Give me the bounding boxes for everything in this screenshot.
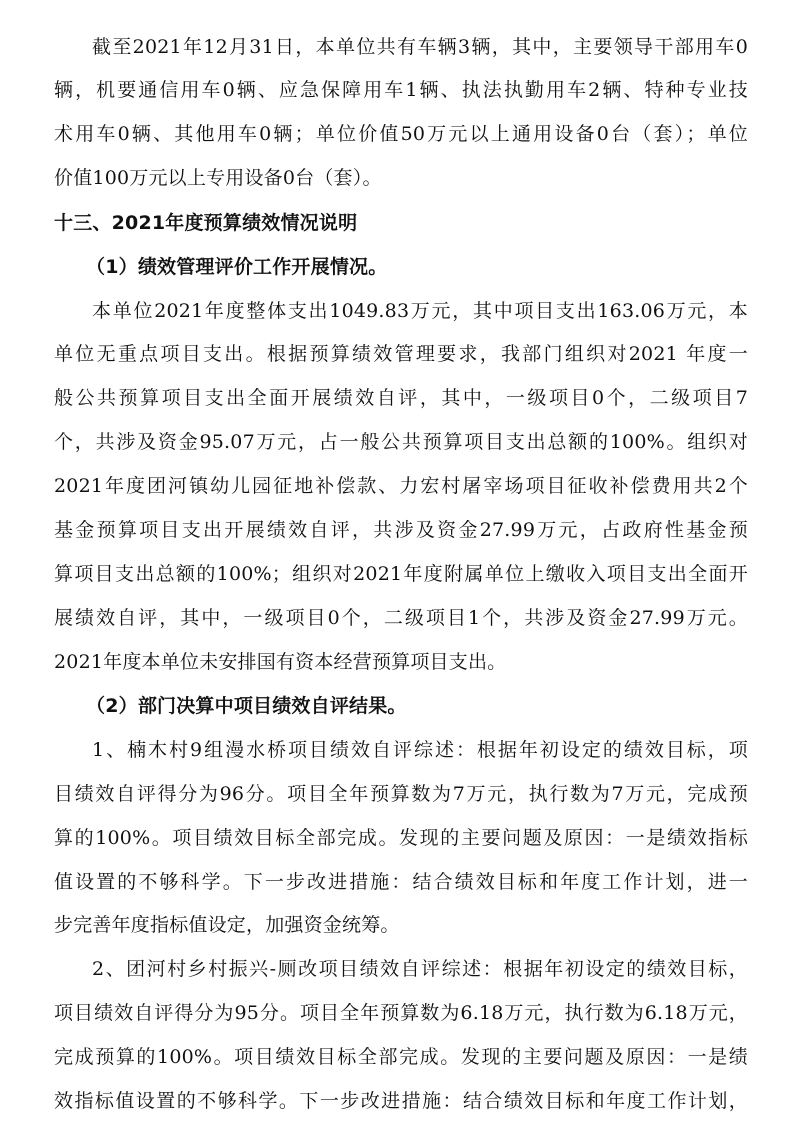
performance-paragraph-line: 本单位2021年度整体支出1049.83万元，其中项目支出163.06万元，本 xyxy=(92,300,748,322)
item-1-paragraph-line: 步完善年度指标值设定，加强资金统筹。 xyxy=(54,914,400,936)
item-2-paragraph-line: 2、团河村乡村振兴-厕改项目绩效自评综述：根据年初设定的绩效目标， xyxy=(92,958,748,980)
performance-paragraph-line: 2021年度团河镇幼儿园征地补偿款、力宏村屠宰场项目征收补偿费用共2个 xyxy=(54,475,748,497)
item-1-paragraph-line: 1、楠木村9组漫水桥项目绩效自评综述：根据年初设定的绩效目标，项 xyxy=(92,739,748,761)
vehicles-paragraph-line: 截至2021年12月31日，本单位共有车辆3辆，其中，主要领导干部用车0 xyxy=(92,36,748,58)
item-2-paragraph-line: 完成预算的100%。项目绩效目标全部完成。发现的主要问题及原因：一是绩 xyxy=(54,1046,748,1068)
item-2-paragraph-line: 项目绩效自评得分为95分。项目全年预算数为6.18万元，执行数为6.18万元， xyxy=(54,1002,748,1024)
vehicles-paragraph-line: 辆，机要通信用车0辆、应急保障用车1辆、执法执勤用车2辆、特种专业技 xyxy=(54,79,748,101)
performance-paragraph-line: 展绩效自评，其中，一级项目0个，二级项目1个，共涉及资金27.99万元。 xyxy=(54,607,748,629)
performance-paragraph-line: 般公共预算项目支出全面开展绩效自评，其中，一级项目0个，二级项目7 xyxy=(54,387,748,409)
item-1-paragraph-line: 算的100%。项目绩效目标全部完成。发现的主要问题及原因：一是绩效指标 xyxy=(54,827,748,849)
performance-paragraph-line: 单位无重点项目支出。根据预算绩效管理要求，我部门组织对2021 年度一 xyxy=(54,343,748,365)
vehicles-paragraph-line: 价值100万元以上专用设备0台（套）。 xyxy=(54,167,382,189)
vehicles-paragraph-line: 术用车0辆、其他用车0辆；单位价值50万元以上通用设备0台（套）；单位 xyxy=(54,123,748,145)
performance-paragraph-line: 个，共涉及资金95.07万元，占一般公共预算项目支出总额的100%。组织对 xyxy=(54,431,748,453)
performance-paragraph-line: 算项目支出总额的100%；组织对2021年度附属单位上缴收入项目支出全面开 xyxy=(54,563,748,585)
performance-paragraph-line: 2021年度本单位未安排国有资本经营预算项目支出。 xyxy=(54,651,507,673)
item-2-paragraph-line: 效指标值设置的不够科学。下一步改进措施：结合绩效目标和年度工作计划， xyxy=(54,1090,748,1112)
item-1-paragraph-line: 目绩效自评得分为96分。项目全年预算数为7万元，执行数为7万元，完成预 xyxy=(54,783,748,805)
subheading-self-evaluation-results: （2）部门决算中项目绩效自评结果。 xyxy=(86,695,407,717)
subheading-performance-management: （1）绩效管理评价工作开展情况。 xyxy=(86,256,388,278)
section-heading: 十三、2021年度预算绩效情况说明 xyxy=(54,212,358,234)
performance-paragraph-line: 基金预算项目支出开展绩效自评，共涉及资金27.99万元，占政府性基金预 xyxy=(54,519,748,541)
item-1-paragraph-line: 值设置的不够科学。下一步改进措施：结合绩效目标和年度工作计划，进一 xyxy=(54,871,748,893)
